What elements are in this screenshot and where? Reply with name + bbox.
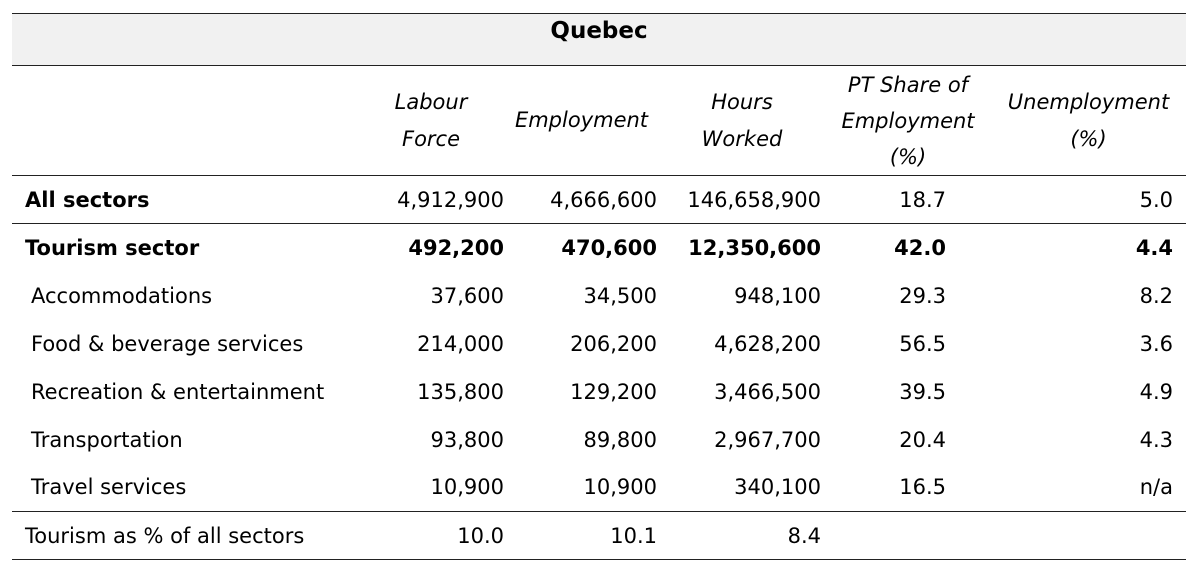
cell-labour-force: 10,900 xyxy=(358,464,504,512)
row-label: Tourism as % of all sectors xyxy=(12,512,358,560)
cell-labour-force: 10.0 xyxy=(358,512,504,560)
table-row xyxy=(12,512,1186,560)
cell-labour-force: 93,800 xyxy=(430,427,504,452)
table-row xyxy=(12,272,1186,320)
header-pt-share-line-3: (%) xyxy=(889,144,927,169)
header-pt-share-line-2: Employment xyxy=(841,108,975,133)
table-row xyxy=(12,176,1186,224)
header-unemployment-line-2: (%) xyxy=(1070,126,1107,151)
cell-hours-worked: 3,466,500 xyxy=(714,379,821,404)
cell-labour-force: 4,912,900 xyxy=(358,176,504,224)
row-label: All sectors xyxy=(12,176,358,224)
header-labour-force xyxy=(358,66,504,176)
cell-hours-worked: 4,628,200 xyxy=(714,331,821,356)
row-label: Transportation xyxy=(31,427,183,452)
cell-hours-worked: 948,100 xyxy=(734,283,821,308)
cell-hours-worked: 12,350,600 xyxy=(688,235,821,260)
cell-pt-share: 18.7 xyxy=(825,176,991,224)
table-container xyxy=(12,13,1186,560)
cell-employment: 10.1 xyxy=(504,512,659,560)
table-row xyxy=(12,224,1186,272)
column-header-row xyxy=(12,66,1186,176)
cell-unemployment: 4.4 xyxy=(1135,235,1174,260)
cell-pt-share: 16.5 xyxy=(825,464,991,512)
cell-employment: 470,600 xyxy=(561,235,657,260)
header-pt-share-line-1: PT Share of xyxy=(847,72,969,97)
cell-labour-force: 492,200 xyxy=(408,235,504,260)
cell-unemployment: 8.2 xyxy=(1139,283,1174,308)
row-label: Accommodations xyxy=(31,283,213,308)
cell-employment: 206,200 xyxy=(570,331,657,356)
cell-labour-force: 214,000 xyxy=(417,331,504,356)
cell-hours-worked: 146,658,900 xyxy=(659,176,825,224)
cell-unemployment: 5.0 xyxy=(991,176,1186,224)
header-label xyxy=(12,66,358,176)
row-label: Tourism sector xyxy=(25,235,200,260)
header-employment xyxy=(504,66,659,176)
row-label: Travel services xyxy=(12,464,358,512)
cell-labour-force: 135,800 xyxy=(417,379,504,404)
header-labour-force-line-2: Force xyxy=(401,126,461,151)
cell-pt-share xyxy=(825,512,991,560)
cell-unemployment: 3.6 xyxy=(1139,331,1174,356)
cell-employment: 89,800 xyxy=(583,427,657,452)
cell-pt-share: 42.0 xyxy=(894,235,946,260)
cell-unemployment: 4.3 xyxy=(1139,427,1174,452)
header-unemployment-line-1: Unemployment xyxy=(1007,89,1170,114)
table-row xyxy=(12,416,1186,464)
table-title: Quebec xyxy=(12,14,1186,66)
cell-employment: 4,666,600 xyxy=(504,176,659,224)
cell-employment: 34,500 xyxy=(583,283,657,308)
labour-statistics-table xyxy=(12,13,1186,560)
table-title-row xyxy=(12,14,1186,66)
header-hours-worked xyxy=(659,66,825,176)
cell-pt-share: 20.4 xyxy=(899,427,946,452)
cell-pt-share: 29.3 xyxy=(899,283,946,308)
cell-employment: 10,900 xyxy=(504,464,659,512)
cell-hours-worked: 8.4 xyxy=(659,512,825,560)
table-row xyxy=(12,320,1186,368)
row-label: Food & beverage services xyxy=(31,331,304,356)
header-labour-force-line-1: Labour xyxy=(394,89,468,114)
cell-employment: 129,200 xyxy=(570,379,657,404)
header-unemployment xyxy=(991,66,1186,176)
row-label: Recreation & entertainment xyxy=(31,379,325,404)
table-row xyxy=(12,464,1186,512)
cell-unemployment: 4.9 xyxy=(1139,379,1174,404)
cell-unemployment: n/a xyxy=(991,464,1186,512)
header-hours-worked-line-2: Worked xyxy=(701,126,783,151)
cell-labour-force: 37,600 xyxy=(430,283,504,308)
cell-hours-worked: 2,967,700 xyxy=(714,427,821,452)
table-row xyxy=(12,368,1186,416)
cell-pt-share: 39.5 xyxy=(899,379,946,404)
header-hours-worked-line-1: Hours xyxy=(711,89,773,114)
cell-hours-worked: 340,100 xyxy=(659,464,825,512)
header-pt-share xyxy=(825,66,991,176)
cell-pt-share: 56.5 xyxy=(899,331,946,356)
cell-unemployment xyxy=(991,512,1186,560)
header-employment-line-1: Employment xyxy=(514,108,649,132)
